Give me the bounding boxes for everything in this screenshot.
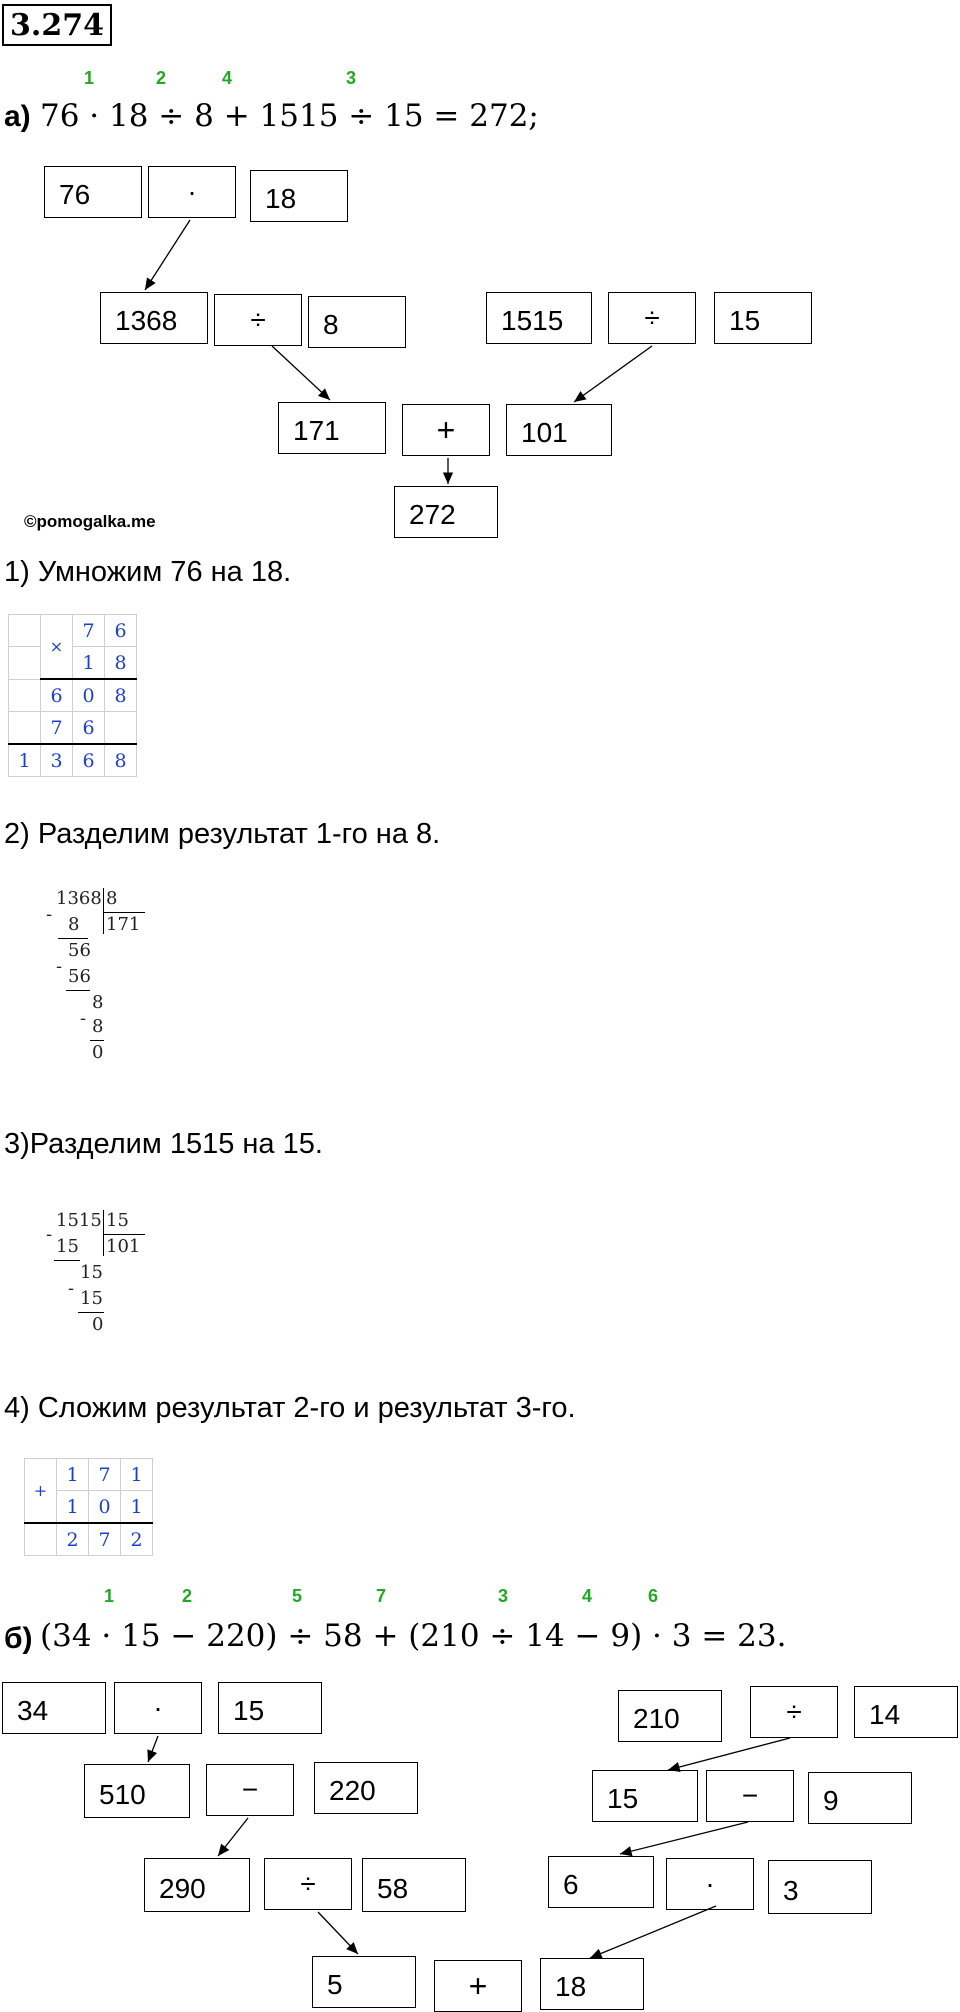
grid-cell: 1 — [9, 744, 41, 777]
watermark: ©pomogalka.me — [24, 512, 156, 531]
diagram-box: 1368 — [100, 292, 208, 344]
grid-cell: 8 — [105, 744, 137, 777]
minus-sign: - — [46, 904, 53, 925]
division-line-value: 15 — [56, 1236, 79, 1257]
diagram-operator-box: + — [434, 1960, 522, 2012]
divisor: 8 — [106, 888, 118, 909]
grid-cell — [9, 712, 41, 745]
grid-cell: 6 — [73, 712, 105, 745]
grid-cell: 6 — [105, 615, 137, 647]
division-remainder: 0 — [92, 1042, 104, 1063]
division-bar — [103, 888, 104, 934]
part-a-expression: 76 · 18 ÷ 8 + 1515 ÷ 15 = 272; — [40, 98, 539, 134]
order-mark: 6 — [648, 1586, 659, 1606]
subtraction-line — [90, 1040, 104, 1041]
grid-cell — [105, 712, 137, 745]
dividend: 1368 — [56, 888, 102, 909]
grid-cell: 7 — [89, 1523, 121, 1556]
diagram-operator-box: ÷ — [750, 1686, 838, 1738]
diagram-box: 15 — [218, 1682, 322, 1734]
grid-cell: 6 — [73, 744, 105, 777]
division-line-value: 56 — [68, 966, 91, 987]
grid-cell: 3 — [41, 744, 73, 777]
order-mark: 3 — [498, 1586, 509, 1606]
diagram-arrows-b — [0, 1670, 960, 2012]
times-sign: × — [41, 615, 73, 680]
step-2-text: 2) Разделим результат 1-го на 8. — [4, 818, 441, 850]
order-mark: 3 — [346, 68, 357, 88]
diagram-box: 171 — [278, 402, 386, 454]
diagram-operator-box: · — [114, 1682, 202, 1734]
diagram-box: 14 — [854, 1686, 958, 1738]
step-4-text: 4) Сложим результат 2-го и результат 3-го. — [4, 1392, 576, 1424]
diagram-operator-box: · — [666, 1858, 754, 1910]
diagram-box: 9 — [808, 1772, 912, 1824]
diagram-operator-box: · — [148, 166, 236, 218]
diagram-box: 8 — [308, 296, 406, 348]
division-line-value: 15 — [80, 1262, 103, 1283]
quotient: 101 — [106, 1236, 141, 1257]
grid-cell: 0 — [73, 679, 105, 712]
order-mark: 4 — [582, 1586, 593, 1606]
subtraction-line — [78, 1312, 104, 1313]
grid-cell: 1 — [57, 1491, 89, 1524]
grid-cell: 7 — [41, 712, 73, 745]
diagram-box: 15 — [592, 1770, 698, 1822]
grid-cell: 6 — [41, 679, 73, 712]
division-line — [103, 912, 145, 913]
order-mark: 2 — [156, 68, 167, 88]
minus-sign: - — [68, 1278, 75, 1299]
minus-sign: - — [56, 956, 63, 977]
dividend: 1515 — [56, 1210, 102, 1231]
divisor: 15 — [106, 1210, 129, 1231]
diagram-box: 3 — [768, 1860, 872, 1914]
step-3-text: 3)Разделим 1515 на 15. — [4, 1128, 323, 1160]
grid-cell: 1 — [73, 647, 105, 680]
diagram-box: 6 — [548, 1856, 654, 1908]
multiplication-grid — [8, 614, 137, 777]
subtraction-line — [54, 1260, 80, 1261]
order-mark: 1 — [104, 1586, 115, 1606]
plus-sign: + — [25, 1459, 57, 1524]
grid-cell: 8 — [105, 647, 137, 680]
step-1-text: 1) Умножим 76 на 18. — [4, 556, 292, 588]
grid-cell: 0 — [89, 1491, 121, 1524]
addition-grid — [24, 1458, 153, 1556]
grid-cell: 7 — [89, 1459, 121, 1491]
part-a-label: а) — [4, 100, 31, 133]
diagram-arrows-a — [0, 0, 960, 560]
grid-cell: 8 — [105, 679, 137, 712]
diagram-operator-box: + — [402, 404, 490, 456]
minus-sign: - — [46, 1224, 53, 1245]
grid-cell — [25, 1523, 57, 1556]
order-mark: 1 — [84, 68, 95, 88]
order-mark: 5 — [292, 1586, 303, 1606]
long-division-1 — [40, 886, 160, 1106]
part-b-expression: (34 · 15 − 220) ÷ 58 + (210 ÷ 14 − 9) · 3 = 23. — [40, 1618, 787, 1654]
grid-cell — [9, 615, 41, 647]
diagram-box: 5 — [312, 1956, 416, 2008]
diagram-box: 18 — [250, 170, 348, 222]
diagram-box: 101 — [506, 404, 612, 456]
grid-cell — [9, 679, 41, 712]
grid-cell — [9, 647, 41, 680]
grid-cell: 7 — [73, 615, 105, 647]
diagram-operator-box: ÷ — [214, 294, 302, 346]
order-mark: 4 — [222, 68, 233, 88]
order-mark: 7 — [376, 1586, 387, 1606]
diagram-operator-box: − — [206, 1764, 294, 1816]
part-b-label: б) — [4, 1622, 33, 1655]
division-line-value: 15 — [80, 1288, 103, 1309]
diagram-box: 1515 — [486, 292, 592, 344]
diagram-box: 210 — [618, 1690, 722, 1742]
diagram-box: 76 — [44, 166, 142, 218]
grid-cell: 1 — [57, 1459, 89, 1491]
diagram-box: 510 — [84, 1764, 190, 1818]
diagram-box: 15 — [714, 292, 812, 344]
quotient: 171 — [106, 914, 141, 935]
order-mark: 2 — [182, 1586, 193, 1606]
problem-number: 3.274 — [10, 7, 104, 43]
grid-cell: 2 — [57, 1523, 89, 1556]
division-line-value: 8 — [92, 992, 104, 1013]
division-line-value: 56 — [68, 940, 91, 961]
division-line-value: 8 — [68, 914, 80, 935]
division-remainder: 0 — [92, 1314, 104, 1335]
long-division-2 — [44, 1208, 164, 1368]
subtraction-line — [58, 938, 88, 939]
division-line-value: 8 — [92, 1016, 104, 1037]
grid-cell: 2 — [121, 1523, 153, 1556]
subtraction-line — [66, 990, 90, 991]
diagram-operator-box: ÷ — [608, 292, 696, 344]
diagram-box: 290 — [144, 1858, 250, 1912]
division-line — [103, 1234, 145, 1235]
diagram-operator-box: − — [706, 1770, 794, 1822]
diagram-box: 220 — [314, 1762, 418, 1814]
diagram-result-box: 272 — [394, 486, 498, 538]
diagram-box: 34 — [2, 1682, 106, 1734]
diagram-box: 18 — [540, 1958, 644, 2010]
grid-cell: 1 — [121, 1459, 153, 1491]
minus-sign: - — [80, 1008, 87, 1029]
division-bar — [103, 1210, 104, 1256]
diagram-operator-box: ÷ — [264, 1858, 352, 1910]
grid-cell: 1 — [121, 1491, 153, 1524]
diagram-box: 58 — [362, 1858, 466, 1912]
